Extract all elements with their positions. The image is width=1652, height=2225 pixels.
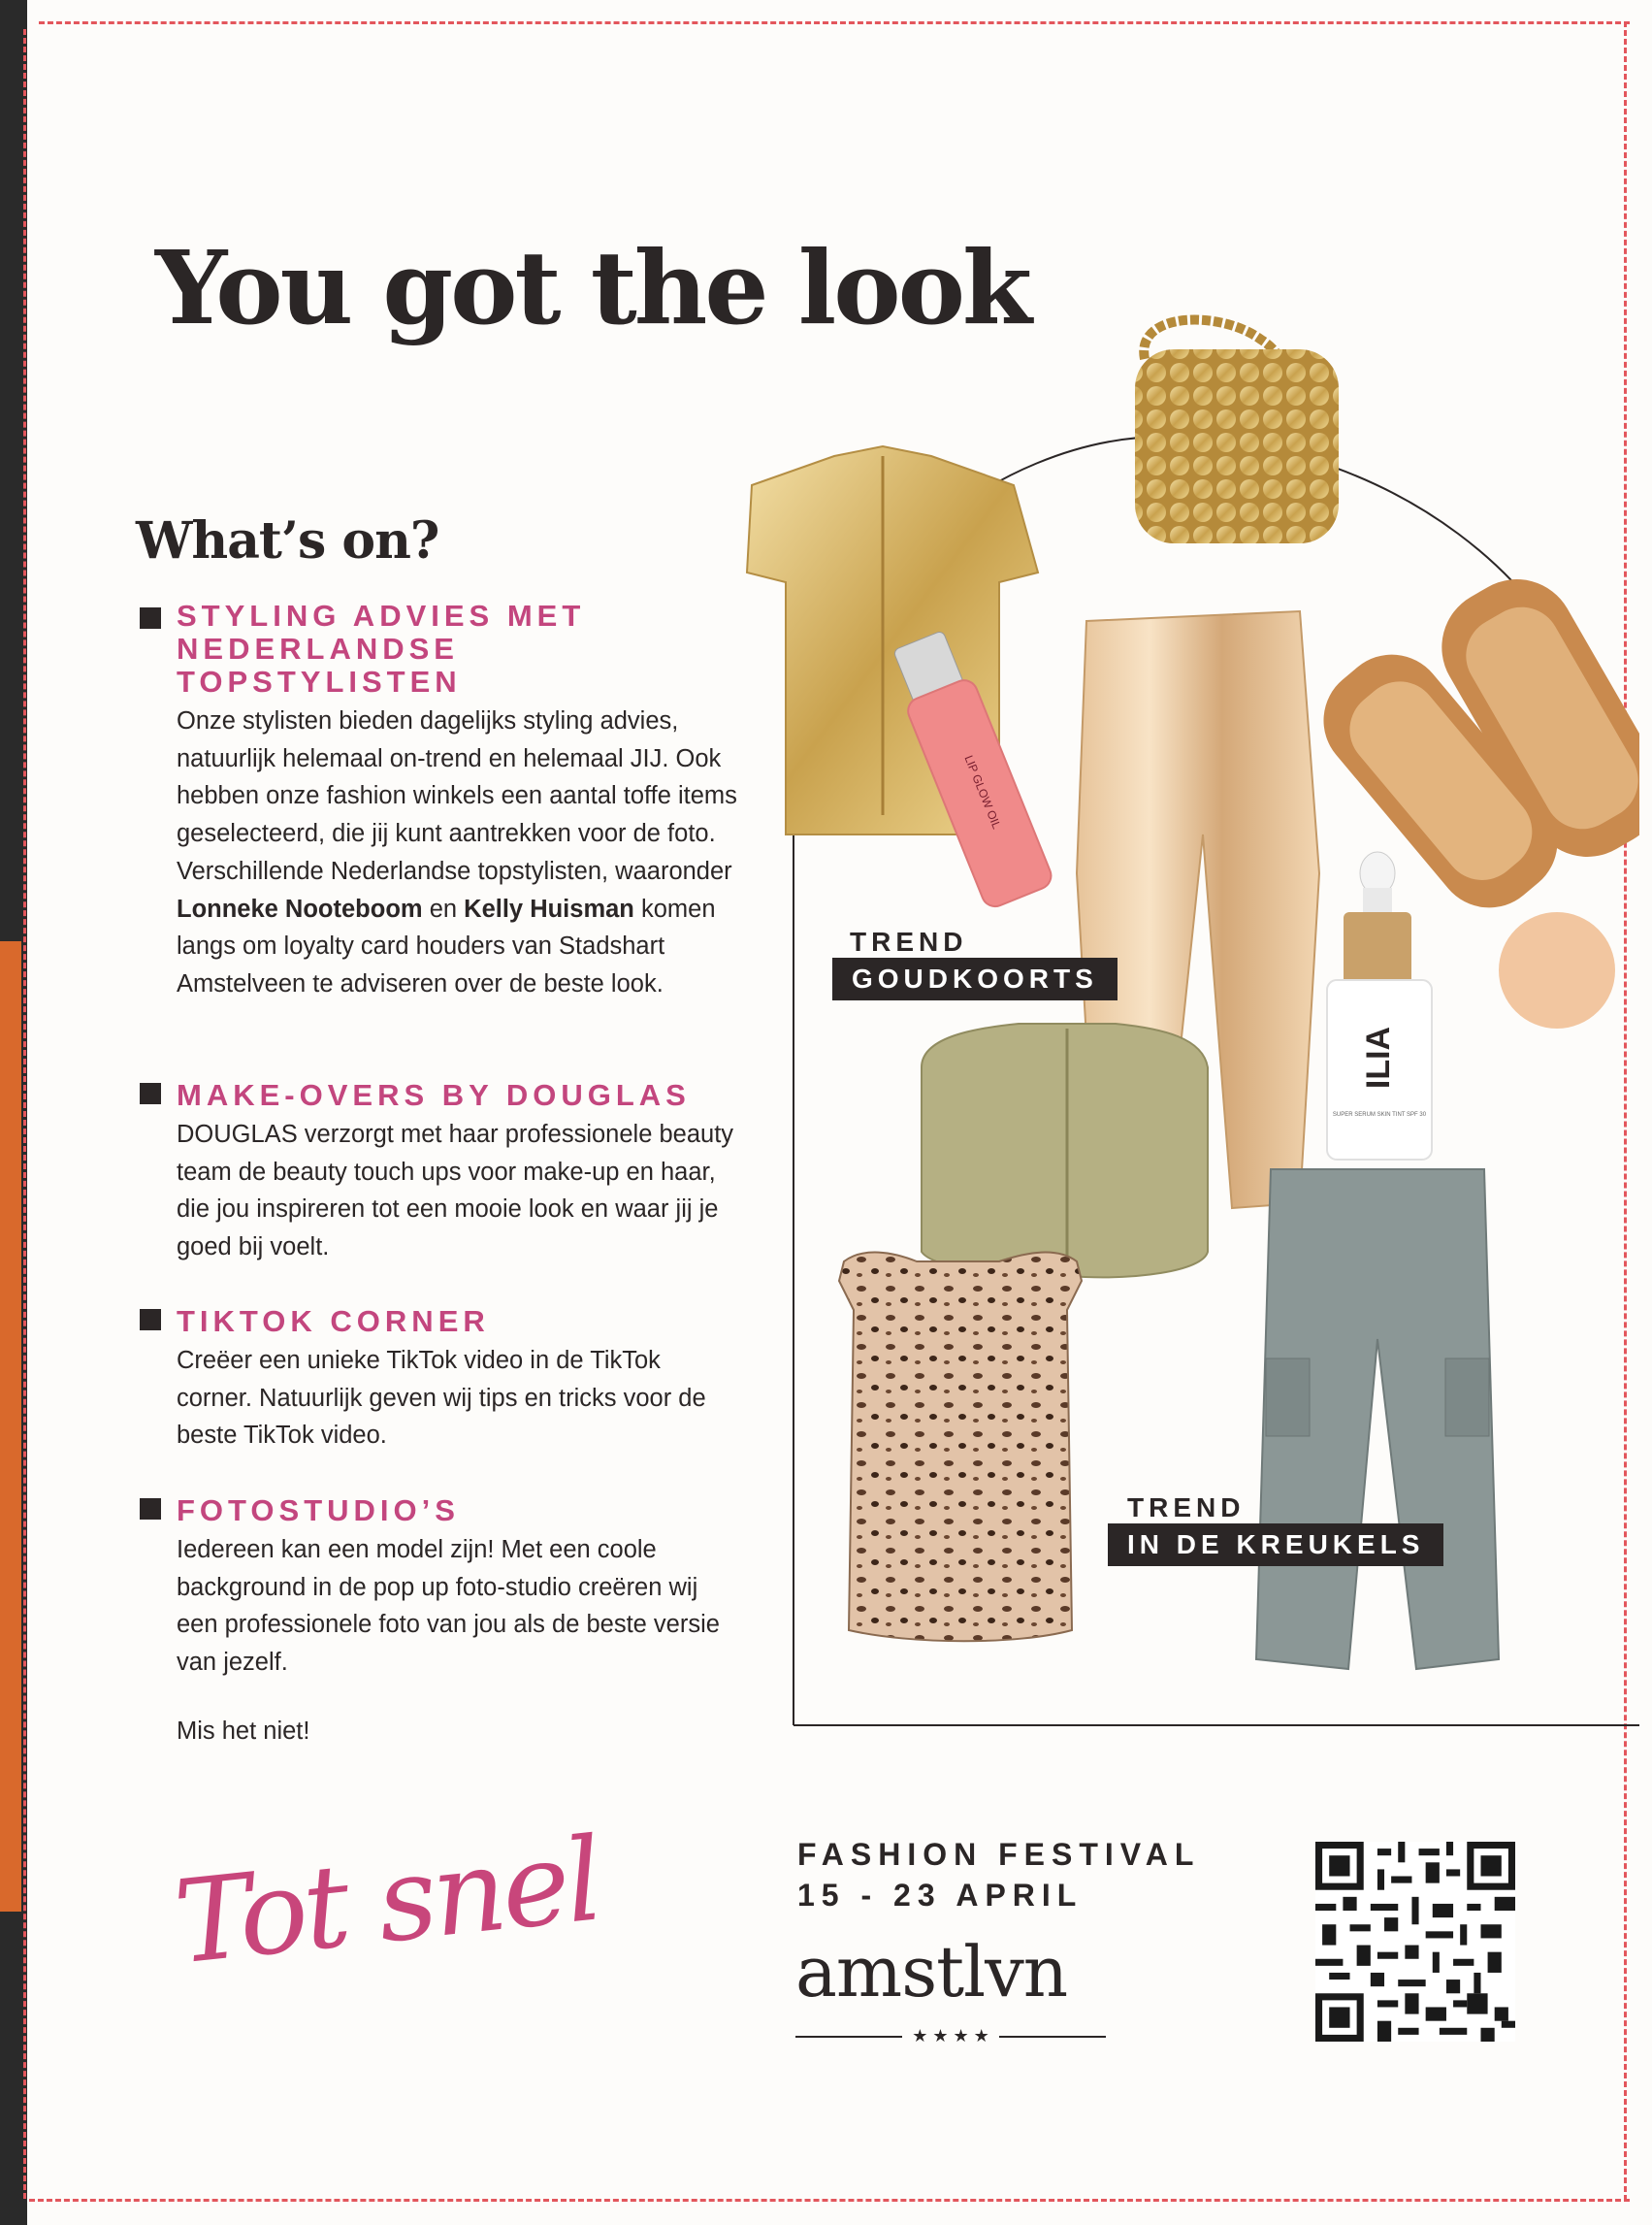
bullet-square	[140, 607, 161, 629]
serum-brand: ILIA	[1360, 1026, 1397, 1090]
closing-line: Mis het niet!	[177, 1718, 310, 1745]
event-info	[797, 1834, 1200, 1915]
trend-badge-kreukels: IN DE KREUKELS	[1108, 1523, 1443, 1566]
lip-oil-label: LIP GLOW OIL	[961, 753, 1004, 832]
qr-code-icon[interactable]	[1315, 1842, 1515, 2042]
section-body: Onze stylisten bieden dagelijks styling advies, natuurlijk helemaal on-trend en helemaal JIJ. Ook hebben onze fashion winkels een aantal toffe items geselecteerd, die jij kunt aantrekken voor de foto. Verschillende Nederlandse topstylisten, waaronder Lonneke Nooteboom en Kelly Huisman komen langs om loyalty card houders van Stadshart Amstelveen te adviseren over de beste look.	[177, 707, 737, 998]
section-heading: TIKTOK CORNER	[177, 1304, 490, 1338]
bullet-square	[140, 1498, 161, 1520]
gold-bead-bag	[1135, 320, 1339, 543]
section-body: Creëer een unieke TikTok video in de TikTok corner. Natuurlijk geven wij tips en tricks voor de beste TikTok video.	[177, 1347, 706, 1450]
logo-stars	[795, 2026, 1106, 2046]
section-heading: STYLING ADVIES MET NEDERLANDSE TOPSTYLISTEN	[177, 599, 586, 699]
section-heading: MAKE-OVERS BY DOUGLAS	[177, 1078, 691, 1112]
makeup-sponge-icon	[1499, 912, 1615, 1029]
stylist-name: Lonneke Nooteboom	[177, 895, 423, 923]
section-styling-advies	[140, 600, 741, 1003]
bullet-square	[140, 1083, 161, 1104]
cut-line-bottom	[29, 2199, 1630, 2202]
section-body: DOUGLAS verzorgt met haar professionele beauty team de beauty touch ups voor make-up en haar, die jou inspireren tot een mooie look en waar jij je goed bij voelt.	[177, 1121, 734, 1261]
section-heading: FOTOSTUDIO’S	[177, 1493, 460, 1527]
left-page-edge-orange	[0, 941, 21, 1912]
section-fotostudios	[140, 1494, 741, 1682]
event-title: FASHION FESTIVAL	[797, 1837, 1201, 1872]
stylist-name: Kelly Huisman	[464, 895, 634, 923]
grey-cargo-pants	[1256, 1169, 1499, 1669]
serum-text: SUPER SERUM SKIN TINT SPF 30	[1332, 1112, 1427, 1118]
leopard-print-top	[839, 1253, 1082, 1642]
page-title: You got the look	[155, 228, 1030, 347]
section-title: What’s on?	[136, 511, 439, 571]
section-body: Iedereen kan een model zijn! Met een coole background in de pop up foto-studio creëren wij een professionele foto van jou als de beste versie van jezelf.	[177, 1536, 720, 1677]
bullet-square	[140, 1309, 161, 1330]
cut-line-top	[39, 21, 1630, 24]
divider-line	[999, 2036, 1106, 2038]
signature: Tot snel	[168, 1812, 605, 1990]
amstlvn-logo: amstlvn	[795, 1931, 1068, 2012]
gold-sandals	[1302, 558, 1639, 930]
ilia-serum-bottle	[1327, 852, 1432, 1160]
divider-line	[795, 2036, 902, 2038]
star-icons: ★ ★ ★ ★	[912, 2026, 989, 2045]
trend-label: TREND	[1127, 1492, 1246, 1522]
khaki-puff-top	[922, 1024, 1208, 1277]
trend-badge-goudkoorts: GOUDKOORTS	[832, 958, 1118, 1000]
section-make-overs	[140, 1079, 741, 1266]
cut-line-left	[23, 29, 26, 2199]
event-dates: 15 - 23 APRIL	[797, 1878, 1084, 1913]
trend-label: TREND	[850, 927, 968, 957]
section-tiktok	[140, 1305, 741, 1455]
